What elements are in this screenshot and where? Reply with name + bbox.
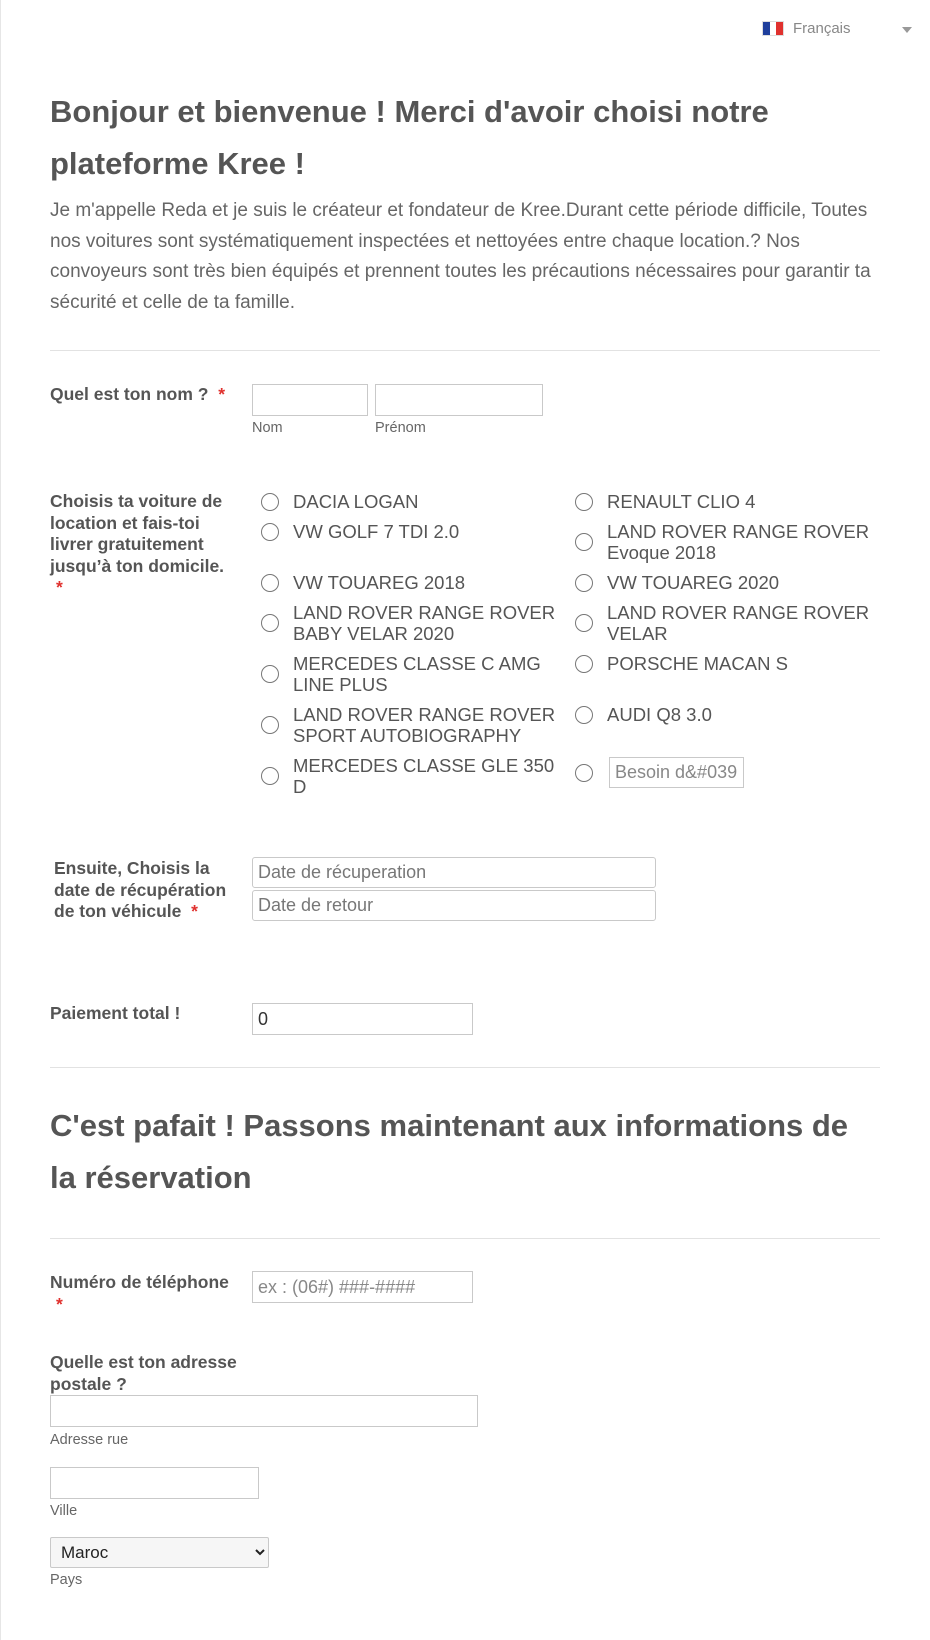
radio-button[interactable] xyxy=(261,767,279,785)
required-mark: * xyxy=(56,577,63,597)
street-address-input[interactable] xyxy=(50,1395,478,1427)
last-name-input[interactable] xyxy=(252,384,368,416)
chevron-down-icon xyxy=(902,27,912,33)
last-name-sublabel: Nom xyxy=(252,420,283,436)
car-option[interactable]: MERCEDES CLASSE GLE 350 D xyxy=(261,755,571,797)
required-mark: * xyxy=(191,901,198,921)
first-name-sublabel: Prénom xyxy=(375,420,426,436)
radio-button[interactable] xyxy=(261,493,279,511)
required-mark: * xyxy=(56,1293,63,1314)
car-option[interactable]: LAND ROVER RANGE ROVER VELAR xyxy=(575,602,885,644)
intro-text: Je m'appelle Reda et je suis le créateur et fondateur de Kree.Durant cette période difficile, Toutes nos voitures sont systématiquement inspectées et nettoyées entre chaque location.? Nos convoyeurs sont très bien équipés et prennent toutes les précautions nécessaires pour garantir ta sécurité et celle de ta famille. xyxy=(50,200,871,313)
section-title: C'est pafait ! Passons maintenant aux informations de la réservation xyxy=(50,1108,849,1195)
car-option[interactable]: LAND ROVER RANGE ROVER Evoque 2018 xyxy=(575,521,885,563)
radio-button[interactable] xyxy=(261,614,279,632)
divider xyxy=(50,1067,880,1068)
radio-button[interactable] xyxy=(575,614,593,632)
radio-button[interactable] xyxy=(575,533,593,551)
date-label: Ensuite, Choisis la date de récupération de ton véhicule * xyxy=(54,858,227,921)
radio-button[interactable] xyxy=(261,716,279,734)
address-label: Quelle est ton adresse postale ? xyxy=(50,1352,237,1394)
french-flag-icon xyxy=(762,21,784,36)
page-title: Bonjour et bienvenue ! Merci d'avoir choisi notre plateforme Kree ! xyxy=(50,94,769,181)
car-choice-label: Choisis ta voiture de location et fais-toi livrer gratuitement jusqu’à ton domicile. * xyxy=(50,491,225,597)
radio-button[interactable] xyxy=(261,665,279,683)
car-option[interactable]: LAND ROVER RANGE ROVER BABY VELAR 2020 xyxy=(261,602,571,644)
radio-button[interactable] xyxy=(575,574,593,592)
name-label: Quel est ton nom ? * xyxy=(50,384,226,404)
radio-button[interactable] xyxy=(575,493,593,511)
car-option[interactable]: LAND ROVER RANGE ROVER SPORT AUTOBIOGRAPHY xyxy=(261,704,571,746)
divider xyxy=(50,350,880,351)
required-mark: * xyxy=(218,384,226,404)
car-option[interactable]: VW TOUAREG 2018 xyxy=(261,572,571,593)
return-date-input[interactable] xyxy=(252,890,656,921)
street-sublabel: Adresse rue xyxy=(50,1432,129,1448)
pickup-date-input[interactable] xyxy=(252,857,656,888)
car-option[interactable]: PORSCHE MACAN S xyxy=(575,653,885,674)
car-option[interactable]: DACIA LOGAN xyxy=(261,491,571,512)
language-label: Français xyxy=(793,20,851,37)
payment-total-input[interactable] xyxy=(252,1003,473,1035)
radio-button[interactable] xyxy=(261,574,279,592)
car-option[interactable]: VW TOUAREG 2020 xyxy=(575,572,885,593)
first-name-input[interactable] xyxy=(375,384,543,416)
car-option[interactable]: VW GOLF 7 TDI 2.0 xyxy=(261,521,571,542)
radio-button[interactable] xyxy=(575,706,593,724)
radio-button[interactable] xyxy=(261,523,279,541)
payment-label: Paiement total ! xyxy=(50,1003,181,1023)
car-option[interactable]: AUDI Q8 3.0 xyxy=(575,704,885,725)
phone-label: Numéro de téléphone * xyxy=(50,1272,229,1314)
divider xyxy=(50,1238,880,1239)
page-left-border xyxy=(0,0,1,1640)
car-option-other[interactable] xyxy=(575,757,885,788)
country-select[interactable] xyxy=(50,1537,269,1568)
car-option[interactable]: MERCEDES CLASSE C AMG LINE PLUS xyxy=(261,653,571,695)
other-option-input[interactable] xyxy=(609,757,744,788)
city-input[interactable] xyxy=(50,1467,259,1499)
radio-button[interactable] xyxy=(575,764,593,782)
country-sublabel: Pays xyxy=(50,1572,83,1588)
phone-input[interactable] xyxy=(252,1271,473,1303)
car-option[interactable]: RENAULT CLIO 4 xyxy=(575,491,885,512)
city-sublabel: Ville xyxy=(50,1503,78,1519)
language-selector[interactable] xyxy=(762,20,851,37)
radio-button[interactable] xyxy=(575,655,593,673)
